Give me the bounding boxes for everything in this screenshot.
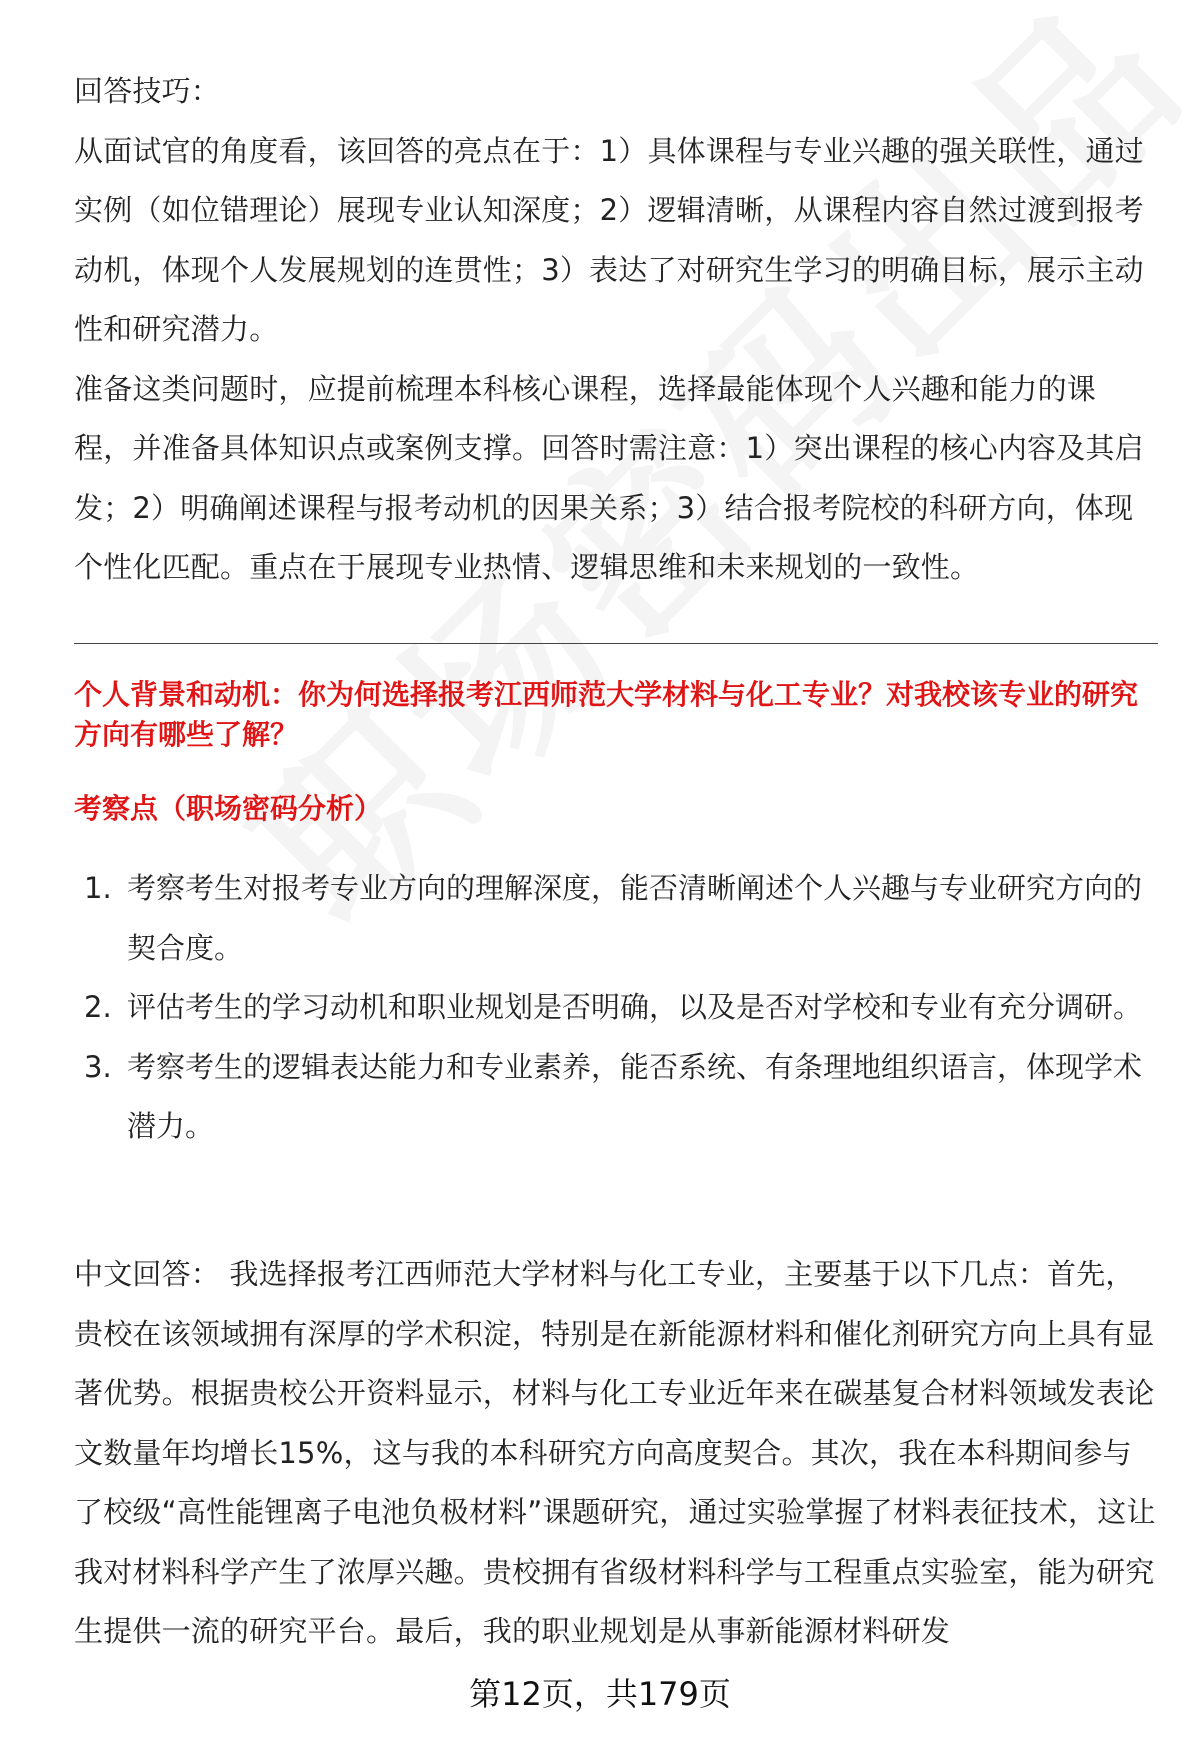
question-title: 个人背景和动机：你为何选择报考江西师范大学材料与化工专业？对我校该专业的研究方向有哪些了解？: [74, 678, 1139, 751]
answer-paragraph: 中文回答： 我选择报考江西师范大学材料与化工专业，主要基于以下几点：首先，贵校在该领域拥有深厚的学术积淀，特别是在新能源材料和催化剂研究方向上具有显著优势。根据贵校公开资料显示，材料与化工专业近年来在碳基复合材料领域发表论文数量年均增长15%，这与我的本科研究方向高度契合。其次，我在本科期间参与了校级“高性能锂离子电池负极材料”课题研究，通过实验掌握了材料表征技术，这让我对材料科学产生了浓厚兴趣。贵校拥有省级材料科学与工程重点实验室，能为研究生提供一流的研究平台。最后，我的职业规划是从事新能源材料研发: [74, 1257, 1156, 1648]
list-item-text: 考察考生对报考专业方向的理解深度，能否清晰阐述个人兴趣与专业研究方向的契合度。: [127, 871, 1143, 965]
list-item-number: 1.: [84, 871, 112, 905]
list-item: [74, 1038, 1158, 1157]
list-item: [74, 978, 1158, 1038]
list-item-number: 3.: [84, 1049, 112, 1084]
page-footer: 第12页，共179页: [469, 1675, 731, 1713]
answer-section: [74, 1245, 1158, 1662]
list-item-number: 2.: [84, 990, 112, 1024]
list-item-text: 评估考生的学习动机和职业规划是否明确，以及是否对学校和专业有充分调研。: [127, 990, 1143, 1024]
tips-paragraph-1: 从面试官的角度看，该回答的亮点在于：1）具体课程与专业兴趣的强关联性，通过实例（如位错理论）展现专业认知深度；2）逻辑清晰，从课程内容自然过渡到报考动机，体现个人发展规划的连贯性；3）表达了对研究生学习的明确目标，展示主动性和研究潜力。: [74, 133, 1144, 346]
list-item-text: 考察考生的逻辑表达能力和专业素养，能否系统、有条理地组织语言，体现学术潜力。: [127, 1049, 1143, 1143]
tips-heading: 回答技巧：: [74, 74, 221, 108]
list-item: [74, 859, 1158, 978]
points-list: [74, 859, 1158, 1157]
points-heading: 考察点（职场密码分析）: [74, 792, 383, 825]
tips-section: [74, 62, 1154, 598]
section-divider: [74, 643, 1158, 644]
tips-paragraph-2: 准备这类问题时，应提前梳理本科核心课程，选择最能体现个人兴趣和能力的课程，并准备具体知识点或案例支撑。回答时需注意：1）突出课程的核心内容及其启发；2）明确阐述课程与报考动机的因果关系；3）结合报考院校的科研方向，体现个性化匹配。重点在于展现专业热情、逻辑思维和未来规划的一致性。: [74, 371, 1144, 584]
